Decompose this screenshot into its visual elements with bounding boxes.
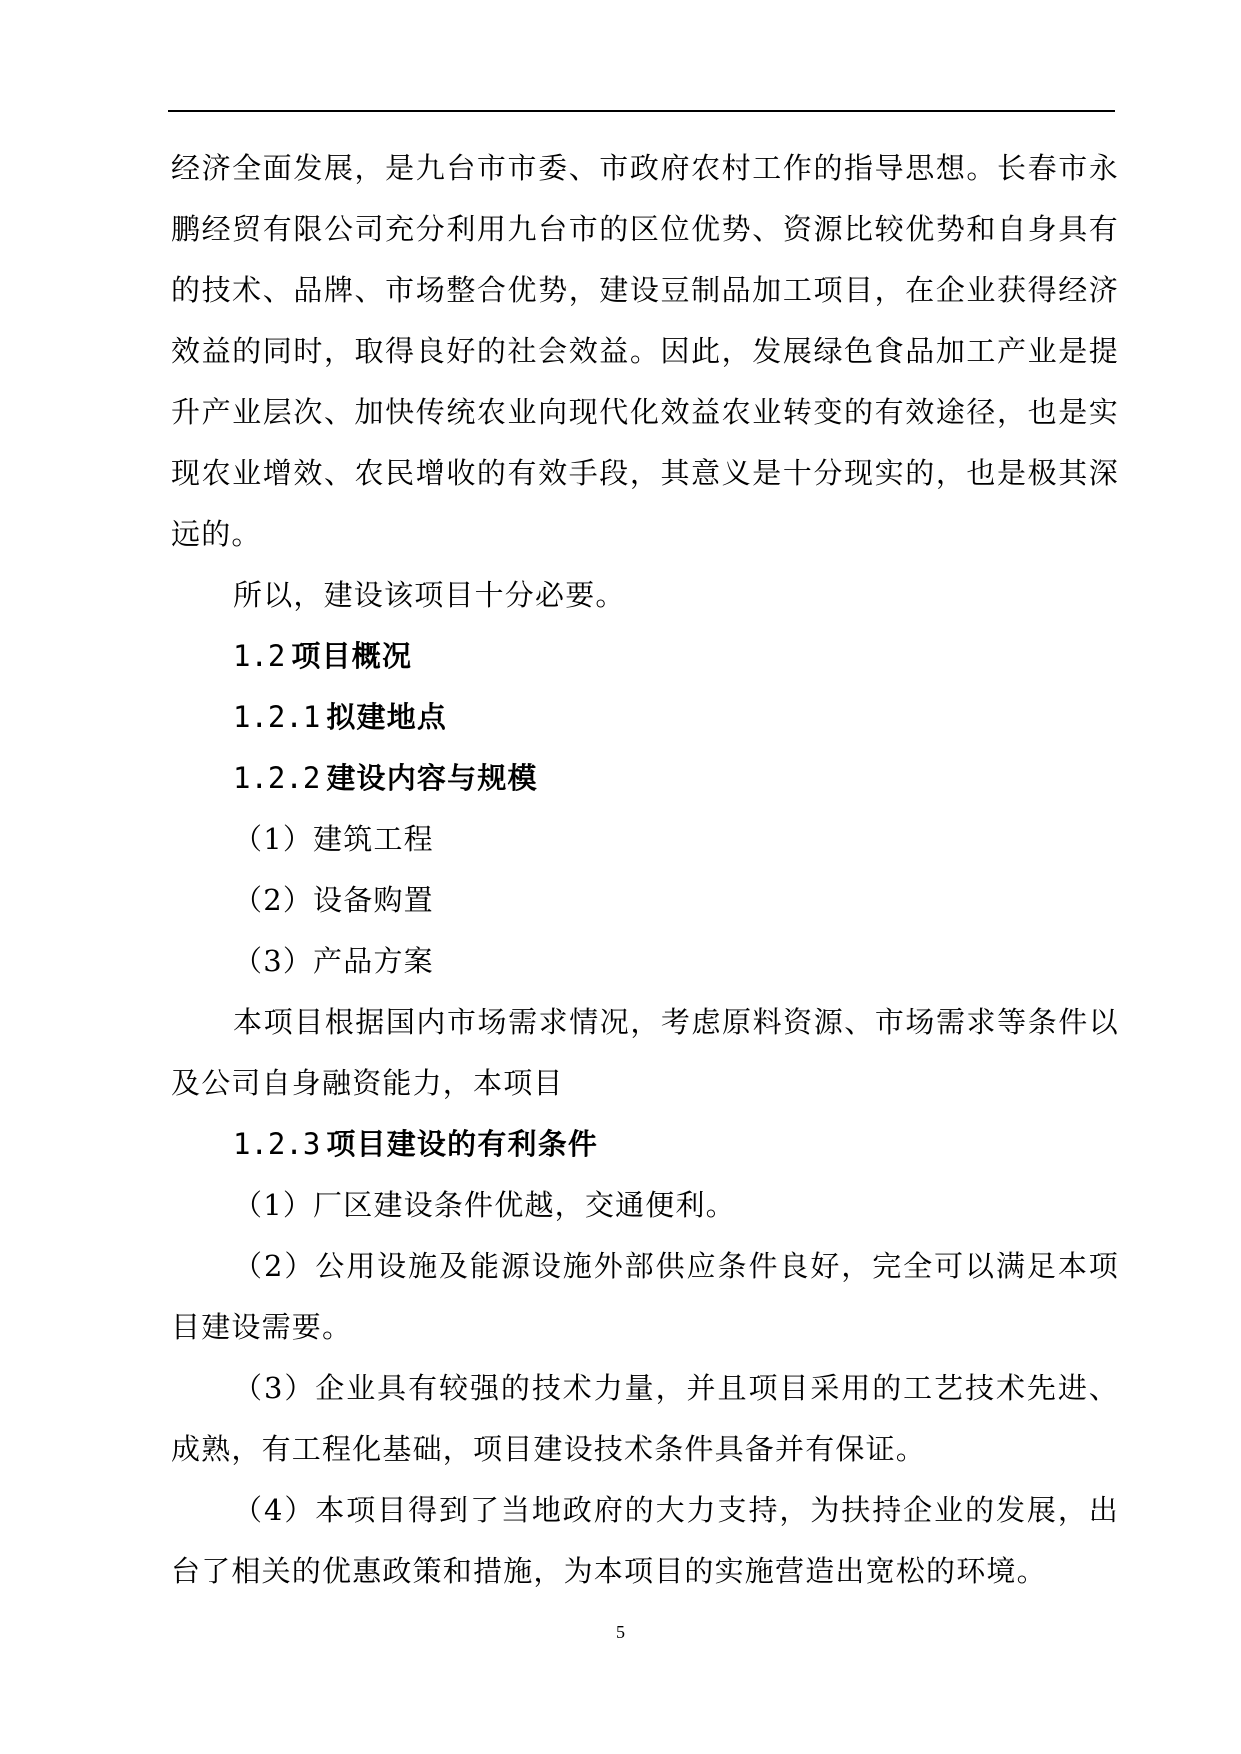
heading-1-2-title: 项目概况 (291, 639, 413, 673)
condition-item-utilities: （2）公用设施及能源设施外部供应条件良好，完全可以满足本项目建设需要。 (171, 1249, 1119, 1344)
heading-1-2-3 (171, 1114, 1119, 1175)
heading-1-2-1-title: 拟建地点 (326, 700, 448, 734)
scope-item-construction: （1）建筑工程 (233, 822, 434, 856)
heading-1-2 (171, 626, 1119, 687)
heading-1-2-3-number: 1.2.3 (233, 1127, 321, 1161)
paragraph-development-rationale: 经济全面发展，是九台市市委、市政府农村工作的指导思想。长春市永鹏经贸有限公司充分利用九台市的区位优势、资源比较优势和自身具有的技术、品牌、市场整合优势，建设豆制品加工项目，在企业获得经济效益的同时，取得良好的社会效益。因此，发展绿色食品加工产业是提升产业层次、加快传统农业向现代化效益农业转变的有效途径，也是实现农业增效、农民增收的有效手段，其意义是十分现实的，也是极其深远的。 (171, 151, 1119, 551)
condition-item-technology: （3）企业具有较强的技术力量，并且项目采用的工艺技术先进、成熟，有工程化基础，项目建设技术条件具备并有保证。 (171, 1371, 1119, 1466)
scope-item-equipment: （2）设备购置 (233, 883, 434, 917)
scope-item-product-plan: （3）产品方案 (233, 944, 434, 978)
heading-1-2-2-number: 1.2.2 (233, 761, 321, 795)
heading-1-2-2-title: 建设内容与规模 (326, 761, 538, 795)
paragraph-necessity: 所以，建设该项目十分必要。 (233, 578, 626, 612)
heading-1-2-number: 1.2 (233, 639, 286, 673)
header-rule (168, 110, 1115, 112)
heading-1-2-3-title: 项目建设的有利条件 (326, 1127, 599, 1161)
heading-1-2-1 (171, 687, 1119, 748)
heading-1-2-2 (171, 748, 1119, 809)
page-number: 5 (616, 1622, 625, 1642)
condition-item-site: （1）厂区建设条件优越，交通便利。 (233, 1188, 736, 1222)
paragraph-product-basis: 本项目根据国内市场需求情况，考虑原料资源、市场需求等条件以及公司自身融资能力，本项目 (171, 1005, 1119, 1100)
page-body (171, 138, 1119, 1602)
heading-1-2-1-number: 1.2.1 (233, 700, 321, 734)
condition-item-government-support: （4）本项目得到了当地政府的大力支持，为扶持企业的发展，出台了相关的优惠政策和措施，为本项目的实施营造出宽松的环境。 (171, 1493, 1119, 1588)
